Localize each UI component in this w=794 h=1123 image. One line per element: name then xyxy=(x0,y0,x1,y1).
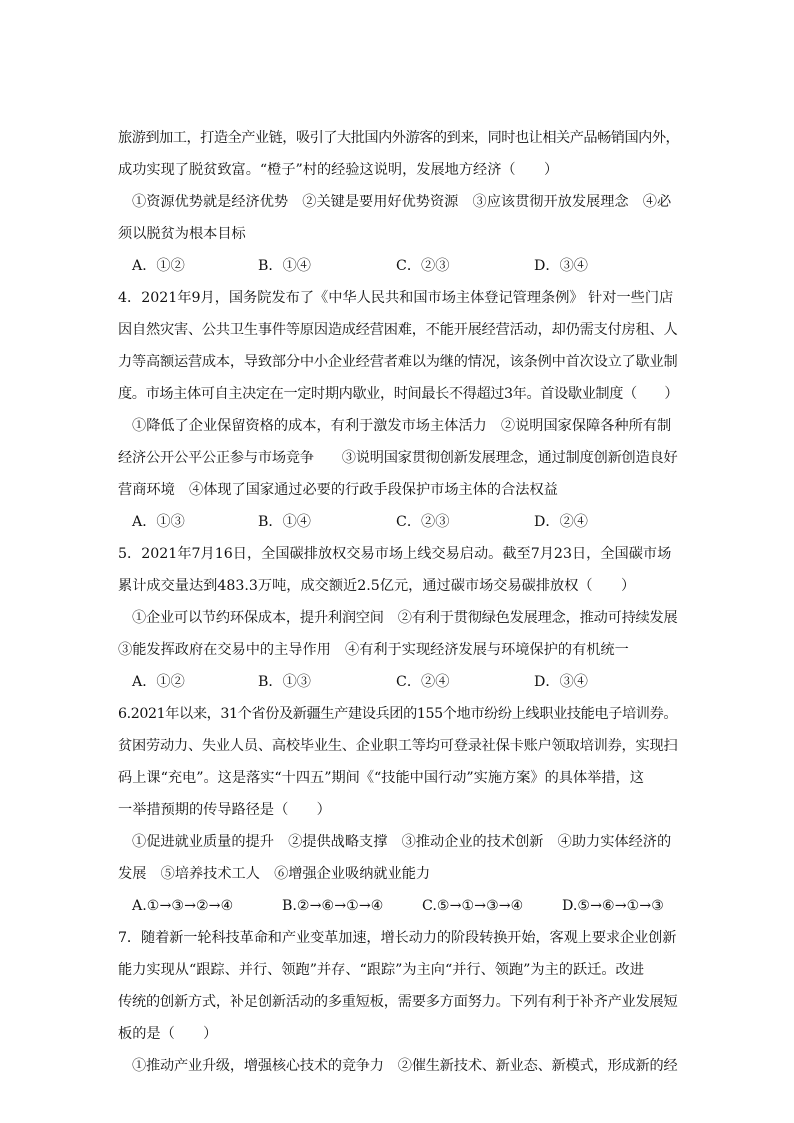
q7-stem-line-3: 传统的创新方式，补足创新活动的多重短板，需要多方面努力。下列有利于补齐产业发展短 xyxy=(118,994,678,1010)
q6-stem-line-2: 贫困劳动力、失业人员、高校毕业生、企业职工等均可登录社保卡账户领取培训券，实现扫 xyxy=(118,738,678,754)
q6-option-d[interactable]: D.⑤→⑥→①→③ xyxy=(562,898,664,914)
q6-choice-line-1: ①促进就业质量的提升 ②提供战略支撑 ③推动企业的技术创新 ④助力实体经济的 xyxy=(132,834,672,850)
q5-option-c[interactable]: C．②④ xyxy=(396,674,450,690)
q4-option-c[interactable]: C．②③ xyxy=(396,514,450,530)
q4-stem-line-1: 4．2021年9月，国务院发布了《中华人民共和国市场主体登记管理条例》 针对一些门店 xyxy=(118,290,674,306)
q5-option-d[interactable]: D．③④ xyxy=(534,674,588,690)
q5-option-b[interactable]: B．①③ xyxy=(258,674,311,690)
q3-stem-line-1: 旅游到加工，打造全产业链，吸引了大批国内外游客的到来，同时也让相关产品畅销国内外， xyxy=(118,130,680,146)
q4-stem-line-4: 度。市场主体可自主决定在一定时期内歇业，时间最长不得超过3年。首设歇业制度（ ） xyxy=(118,386,679,402)
q3-choice-line-2: 须以脱贫为根本目标 xyxy=(118,226,246,242)
q5-options xyxy=(132,672,678,692)
q3-option-d[interactable]: D．③④ xyxy=(534,258,588,274)
q7-stem-line-1: 7．随着新一轮科技革命和产业变革加速，增长动力的阶段转换开始，客观上要求企业创新 xyxy=(118,930,677,946)
q4-choice-line-2: 经济公开公平公正参与市场竞争 ③说明国家贯彻创新发展理念，通过制度创新创造良好 xyxy=(118,450,678,466)
q5-choice-line-2: ③能发挥政府在交易中的主导作用 ④有利于实现经济发展与环境保护的有机统一 xyxy=(118,642,629,658)
q4-choice-line-3: 营商环境 ④体现了国家通过必要的行政手段保护市场主体的合法权益 xyxy=(118,482,558,498)
q5-stem-line-1: 5．2021年7月16日，全国碳排放权交易市场上线交易启动。截至7月23日，全国碳市场 xyxy=(118,546,672,562)
q6-options xyxy=(132,896,678,916)
q4-choice-line-1: ①降低了企业保留资格的成本，有利于激发市场主体活力 ②说明国家保障各种所有制 xyxy=(132,418,672,434)
q6-option-c[interactable]: C.⑤→①→③→④ xyxy=(422,898,524,914)
q4-option-a[interactable]: A．①③ xyxy=(132,514,185,530)
q6-stem-line-4: 一举措预期的传导路径是（ ） xyxy=(118,802,331,818)
q6-stem-line-3: 码上课“充电”。这是落实“十四五”期间《“技能中国行动”实施方案》的具体举措，这 xyxy=(118,770,644,786)
q4-option-b[interactable]: B．①④ xyxy=(258,514,311,530)
q3-option-b[interactable]: B．①④ xyxy=(258,258,311,274)
q4-options xyxy=(132,512,678,532)
q3-choice-line-1: ①资源优势就是经济优势 ②关键是要用好优势资源 ③应该贯彻开放发展理念 ④必 xyxy=(132,194,672,210)
q7-choice-line-1: ①推动产业升级，增强核心技术的竞争力 ②催生新技术、新业态、新模式，形成新的经 xyxy=(132,1058,678,1074)
q3-option-a[interactable]: A．①② xyxy=(132,258,185,274)
q4-stem-line-2: 因自然灾害、公共卫生事件等原因造成经营困难，不能开展经营活动，却仍需支付房租、人 xyxy=(118,322,678,338)
q4-option-d[interactable]: D．②④ xyxy=(534,514,588,530)
q3-option-c[interactable]: C．②③ xyxy=(396,258,450,274)
q5-option-a[interactable]: A．①② xyxy=(132,674,185,690)
q3-options xyxy=(132,256,678,276)
q7-stem-line-2: 能力实现从“跟踪、并行、领跑”并存、“跟踪”为主向“并行、领跑”为主的跃迁。改进 xyxy=(118,962,644,978)
q6-choice-line-2: 发展 ⑤培养技术工人 ⑥增强企业吸纳就业能力 xyxy=(118,866,431,882)
q6-stem-line-1: 6.2021年以来，31个省份及新疆生产建设兵团的155个地市纷纷上线职业技能电子培训券。 xyxy=(118,706,678,722)
q4-stem-line-3: 力等高额运营成本，导致部分中小企业经营者难以为继的情况，该条例中首次设立了歇业制 xyxy=(118,354,678,370)
q5-choice-line-1: ①企业可以节约环保成本，提升利润空间 ②有利于贯彻绿色发展理念，推动可持续发展 xyxy=(132,610,678,626)
q3-stem-line-2: 成功实现了脱贫致富。“橙子”村的经验这说明，发展地方经济（ ） xyxy=(118,162,559,178)
q6-option-a[interactable]: A.①→③→②→④ xyxy=(132,898,234,914)
q7-stem-line-4: 板的是（ ） xyxy=(118,1026,218,1042)
q5-stem-line-2: 累计成交量达到483.3万吨，成交额近2.5亿元，通过碳市场交易碳排放权（ ） xyxy=(118,578,636,594)
q6-option-b[interactable]: B.②→⑥→①→④ xyxy=(282,898,384,914)
